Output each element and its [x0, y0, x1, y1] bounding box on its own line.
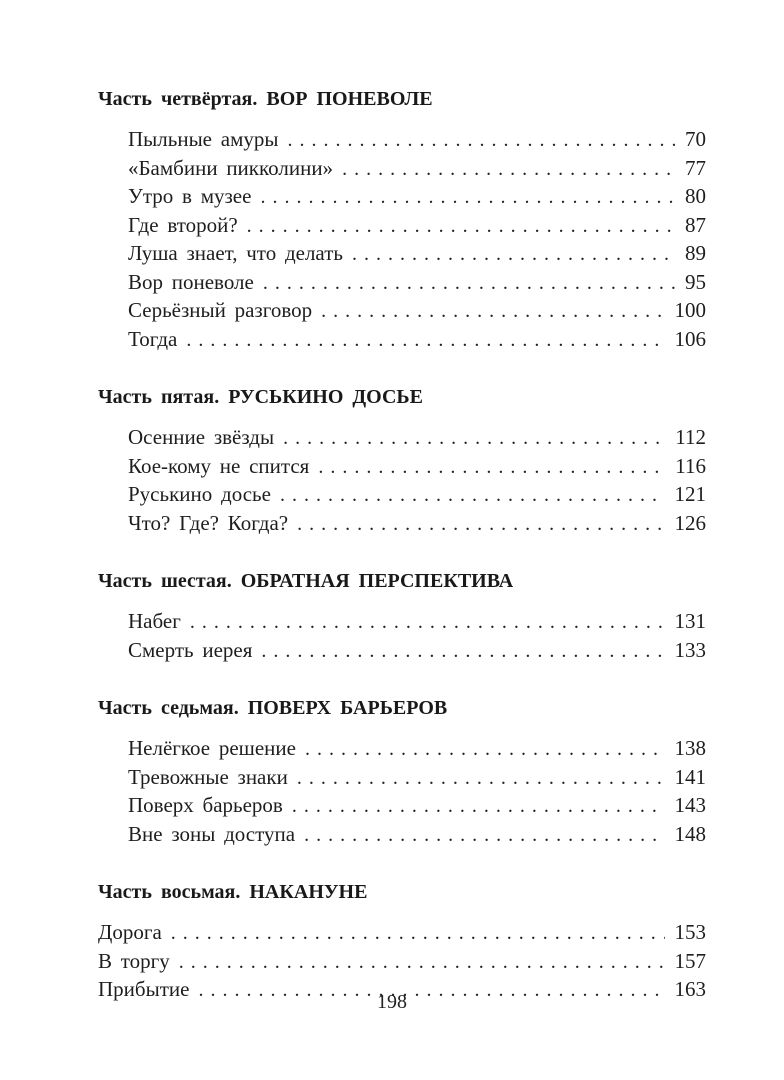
section-entries	[128, 735, 706, 849]
dot-leader	[263, 270, 675, 298]
entry-page-number: 77	[685, 155, 706, 180]
dot-leader	[171, 920, 665, 948]
toc-section	[98, 693, 706, 849]
dot-leader	[186, 327, 664, 355]
toc-entry	[128, 212, 706, 241]
entry-title: Где второй?	[128, 212, 238, 237]
dot-leader	[297, 511, 664, 539]
toc-entry	[128, 326, 706, 355]
entry-page-number: 153	[674, 920, 706, 944]
toc-entry	[128, 183, 706, 212]
entry-page-number: 87	[685, 212, 706, 237]
toc-entry	[128, 637, 706, 666]
dot-leader	[190, 609, 665, 637]
section-entries	[128, 424, 706, 538]
entry-page-number: 121	[674, 482, 706, 506]
entry-title: Тогда	[128, 326, 178, 351]
toc-entry	[128, 735, 706, 764]
entry-title: Вне зоны доступа	[128, 821, 296, 846]
entry-page-number: 116	[675, 453, 706, 478]
entry-title: Кое-кому не спится	[128, 453, 310, 478]
entry-page-number: 80	[685, 184, 706, 208]
entry-page-number: 126	[674, 510, 706, 535]
footer-page-number: 198	[377, 991, 407, 1013]
dot-leader	[280, 482, 665, 510]
toc-entry	[128, 510, 706, 539]
toc-entry	[128, 792, 706, 821]
toc-entry	[128, 453, 706, 482]
toc-entry	[98, 948, 706, 977]
entry-title: Осенние звёзды	[128, 425, 275, 449]
toc	[98, 84, 706, 1033]
dot-leader	[318, 454, 665, 482]
entry-page-number: 143	[674, 793, 706, 817]
dot-leader	[352, 241, 675, 269]
entry-title: Дорога	[98, 920, 162, 944]
toc-section	[98, 84, 706, 354]
dot-leader	[287, 127, 675, 155]
section-heading: Часть шестая. ОБРАТНАЯ ПЕРСПЕКТИВА	[98, 570, 514, 592]
entry-page-number: 141	[674, 764, 706, 789]
section-heading: Часть пятая. РУСЬКИНО ДОСЬЕ	[98, 386, 423, 408]
entry-page-number: 133	[674, 637, 706, 662]
entry-title: Что? Где? Когда?	[128, 510, 289, 535]
entry-title: Набег	[128, 609, 181, 633]
entry-title: «Бамбини пикколини»	[128, 155, 334, 180]
entry-page-number: 100	[674, 298, 706, 322]
toc-entry	[128, 297, 706, 326]
dot-leader	[283, 425, 665, 453]
entry-page-number: 95	[685, 269, 706, 294]
toc-section	[98, 382, 706, 538]
section-entries	[128, 126, 706, 354]
section-heading: Часть седьмая. ПОВЕРХ БАРЬЕРОВ	[98, 697, 448, 719]
entry-page-number: 70	[685, 127, 706, 151]
entry-title: Луша знает, что делать	[128, 241, 343, 265]
entry-title: Поверх барьеров	[128, 793, 283, 817]
entry-title: Тревожные знаки	[128, 764, 288, 789]
dot-leader	[305, 736, 665, 764]
toc-entry	[128, 269, 706, 298]
toc-entry	[128, 155, 706, 184]
entry-page-number: 157	[674, 948, 706, 973]
section-heading: Часть четвёртая. ВОР ПОНЕВОЛЕ	[98, 88, 433, 110]
dot-leader	[297, 765, 665, 793]
entry-title: Утро в музее	[128, 184, 252, 208]
section-heading: Часть восьмая. НАКАНУНЕ	[98, 881, 368, 903]
entry-title: В торгу	[98, 948, 170, 973]
entry-title: Серьёзный разговор	[128, 298, 313, 322]
entry-page-number: 138	[674, 736, 706, 760]
entry-title: Смерть иерея	[128, 637, 253, 662]
dot-leader	[304, 822, 664, 850]
toc-entry	[128, 481, 706, 510]
entry-page-number: 89	[685, 241, 706, 265]
toc-entry	[128, 424, 706, 453]
dot-leader	[179, 949, 665, 977]
entry-page-number: 163	[674, 977, 706, 1001]
toc-section	[98, 566, 706, 665]
entry-page-number: 106	[674, 326, 706, 351]
entry-page-number: 148	[674, 821, 706, 846]
toc-section	[98, 877, 706, 1005]
dot-leader	[292, 793, 665, 821]
dot-leader	[247, 213, 675, 241]
entry-title: Вор поневоле	[128, 269, 254, 294]
dot-leader	[342, 156, 675, 184]
entry-page-number: 112	[675, 425, 706, 449]
toc-entry	[128, 240, 706, 269]
dot-leader	[261, 638, 664, 666]
entry-page-number: 131	[674, 609, 706, 633]
toc-entry	[128, 764, 706, 793]
entry-title: Прибытие	[98, 977, 190, 1001]
toc-entry	[128, 821, 706, 850]
toc-entry	[128, 126, 706, 155]
dot-leader	[321, 298, 664, 326]
section-entries	[128, 608, 706, 665]
entry-title: Нелёгкое решение	[128, 736, 296, 760]
toc-entry	[128, 608, 706, 637]
entry-title: Пыльные амуры	[128, 127, 279, 151]
dot-leader	[260, 184, 675, 212]
toc-entry	[98, 919, 706, 948]
entry-title: Руськино досье	[128, 482, 271, 506]
